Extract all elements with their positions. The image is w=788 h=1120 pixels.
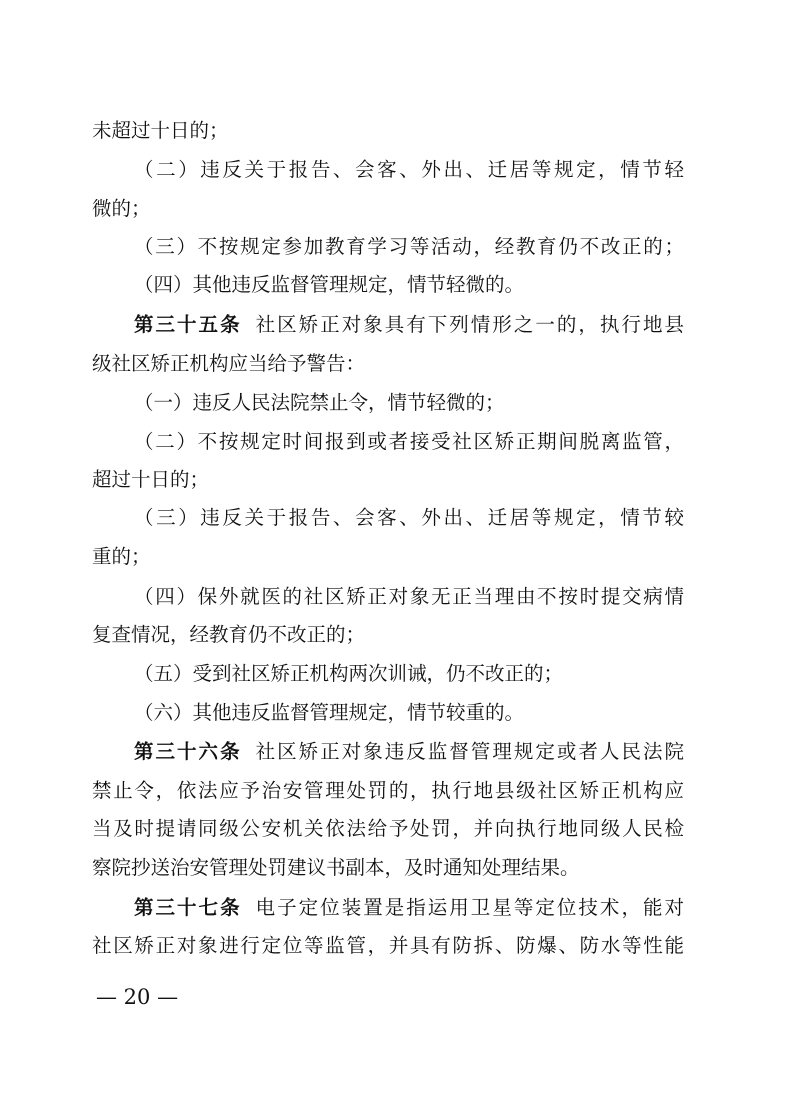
text-line-12: 重的；	[92, 545, 151, 568]
article-35-text: 社区矫正对象具有下列情形之一的，执行地县	[255, 313, 684, 336]
text-line-16: （六）其他违反监督管理规定，情节较重的。	[134, 701, 525, 724]
article-36-title: 第三十六条	[134, 740, 242, 763]
page-number: — 20 —	[96, 985, 179, 1009]
article-35-title: 第三十五条	[134, 313, 242, 336]
text-line-15: （五）受到社区矫正机构两次训诫，仍不改正的；	[134, 662, 564, 685]
text-line-2: （二）违反关于报告、会客、外出、迁居等规定，情节轻	[134, 158, 684, 181]
text-line-18: 禁止令，依法应予治安管理处罚的，执行地县级社区矫正机构应	[92, 779, 684, 802]
text-line-20: 察院抄送治安管理处罚建议书副本，及时通知处理结果。	[92, 856, 580, 879]
article-36-text: 社区矫正对象违反监督管理规定或者人民法院	[255, 740, 684, 763]
text-line-13: （四）保外就医的社区矫正对象无正当理由不按时提交病情	[134, 585, 684, 608]
text-line-10: 超过十日的；	[92, 468, 210, 491]
article-37-first-line	[134, 889, 684, 927]
text-line-11: （三）违反关于报告、会客、外出、迁居等规定，情节较	[134, 506, 684, 529]
article-37-title: 第三十七条	[134, 896, 242, 919]
article-36-first-line	[134, 733, 684, 771]
text-line-8: （一）违反人民法院禁止令，情节轻微的；	[134, 391, 505, 414]
text-line-19: 当及时提请同级公安机关依法给予处罚，并向执行地同级人民检	[92, 817, 684, 840]
text-line-22: 社区矫正对象进行定位等监管，并具有防拆、防爆、防水等性能	[92, 934, 684, 957]
article-35-first-line	[134, 306, 684, 344]
text-line-14: 复查情况，经教育仍不改正的；	[92, 623, 366, 646]
text-line-7: 级社区矫正机构应当给予警告：	[92, 352, 366, 375]
text-line-3: 微的；	[92, 197, 151, 220]
text-line-1: 未超过十日的；	[92, 119, 229, 142]
article-37-text: 电子定位装置是指运用卫星等定位技术，能对	[255, 896, 684, 919]
text-line-4: （三）不按规定参加教育学习等活动，经教育仍不改正的；	[134, 235, 684, 258]
text-line-5: （四）其他违反监督管理规定，情节轻微的。	[134, 273, 525, 296]
text-line-9: （二）不按规定时间报到或者接受社区矫正期间脱离监管，	[134, 430, 684, 453]
